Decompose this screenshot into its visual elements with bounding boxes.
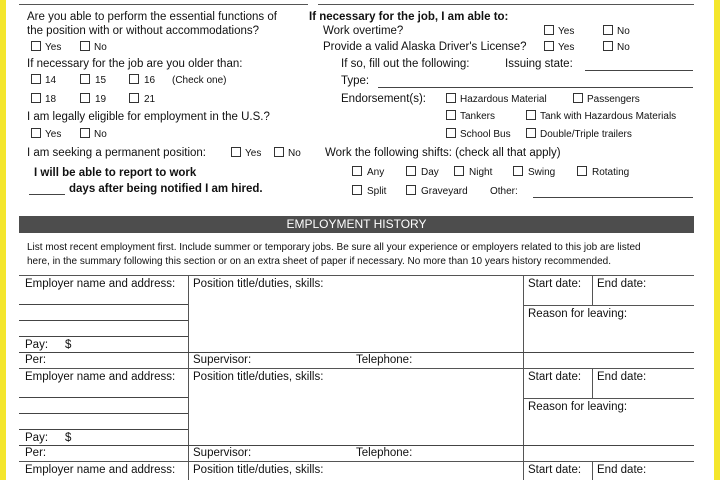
license-type-label: Type: [341, 75, 370, 87]
position-label-1: Position title/duties, skills: [193, 278, 324, 290]
tank-hazardous-checkbox[interactable] [526, 110, 536, 120]
license-no-label: No [617, 42, 630, 53]
top-rule-left [19, 4, 308, 5]
top-rule-right [318, 4, 694, 5]
fill-out-label: If so, fill out the following: [341, 58, 470, 70]
employment-instructions: List most recent employment first. Include summer or temporary jobs. Be sure all your experience or employers related to this job are listed [27, 242, 641, 253]
shift-split-label: Split [367, 186, 387, 197]
age-18-label: 18 [45, 94, 57, 105]
pay-line-2[interactable] [19, 445, 694, 446]
legal-no-label: No [94, 129, 107, 140]
essential-no-label: No [94, 42, 107, 53]
per-label-2: Per: [25, 447, 47, 459]
employment-history-header: EMPLOYMENT HISTORY [19, 216, 694, 233]
start-date-label-1: Start date: [528, 278, 582, 290]
age-14-label: 14 [45, 75, 57, 86]
supervisor-label-2: Supervisor: [193, 447, 252, 459]
overtime-no-label: No [617, 26, 630, 37]
shift-other-label: Other: [490, 186, 518, 197]
employer-label-1: Employer name and address: [25, 278, 176, 290]
pay-label-2: Pay: [25, 432, 49, 444]
end-date-label-3: End date: [597, 464, 647, 476]
shifts-question: Work the following shifts: (check all that apply) [325, 147, 561, 159]
telephone-label-2: Telephone: [356, 447, 413, 459]
age-19-label: 19 [95, 94, 107, 105]
position-label-2: Position title/duties, skills: [193, 371, 324, 383]
employer-line-1a[interactable] [19, 304, 188, 305]
shift-swing-checkbox[interactable] [513, 166, 523, 176]
hazardous-material-checkbox[interactable] [446, 93, 456, 103]
column-divider-1 [188, 275, 189, 480]
date-divider-3 [592, 461, 593, 480]
permanent-no-label: No [288, 148, 301, 159]
age-16-label: 16 [144, 75, 156, 86]
age-16-checkbox[interactable] [129, 74, 139, 84]
position-label-3: Position title/duties, skills: [193, 464, 324, 476]
start-date-label-2: Start date: [528, 371, 582, 383]
age-14-checkbox[interactable] [31, 74, 41, 84]
overtime-yes-checkbox[interactable] [544, 25, 554, 35]
essential-functions-question-cont: the position with or without accommodations? [27, 25, 260, 37]
license-type-field[interactable] [378, 87, 693, 88]
per-label-1: Per: [25, 354, 47, 366]
pay-line-1[interactable] [19, 352, 694, 353]
check-one-note: (Check one) [172, 75, 227, 86]
employment-instructions-cont: here, in the summary following this section or on an extra sheet of paper if necessary. No more than 10 years history recommended. [27, 256, 611, 267]
shift-day-label: Day [421, 167, 439, 178]
hazardous-material-label: Hazardous Material [460, 94, 547, 105]
license-no-checkbox[interactable] [603, 41, 613, 51]
school-bus-label: School Bus [460, 129, 511, 140]
essential-functions-question: Are you able to perform the essential functions of [27, 11, 277, 23]
employer-line-2a[interactable] [19, 397, 188, 398]
license-yes-checkbox[interactable] [544, 41, 554, 51]
shift-other-field[interactable] [533, 197, 693, 198]
report-to-work-text: I will be able to report to work [34, 167, 197, 179]
age-21-label: 21 [144, 94, 156, 105]
end-date-label-2: End date: [597, 371, 647, 383]
employer-label-2: Employer name and address: [25, 371, 176, 383]
license-question: Provide a valid Alaska Driver's License? [323, 41, 527, 53]
overtime-no-checkbox[interactable] [603, 25, 613, 35]
permanent-yes-label: Yes [245, 148, 262, 159]
pay-dollar-2: $ [65, 432, 72, 444]
age-19-checkbox[interactable] [80, 93, 90, 103]
supervisor-label-1: Supervisor: [193, 354, 252, 366]
essential-yes-checkbox[interactable] [31, 41, 41, 51]
shift-graveyard-label: Graveyard [421, 186, 468, 197]
essential-yes-label: Yes [45, 42, 62, 53]
date-row-border-2 [523, 398, 694, 399]
left-border-stripe [0, 0, 6, 480]
employer-line-2c[interactable] [19, 429, 188, 430]
shift-swing-label: Swing [528, 167, 556, 178]
age-question: If necessary for the job are you older than: [27, 58, 243, 70]
passengers-label: Passengers [587, 94, 640, 105]
shift-day-checkbox[interactable] [406, 166, 416, 176]
able-to-heading: If necessary for the job, I am able to: [309, 11, 509, 23]
tankers-checkbox[interactable] [446, 110, 456, 120]
legal-eligibility-question: I am legally eligible for employment in the U.S.? [27, 111, 270, 123]
date-row-border-1 [523, 305, 694, 306]
legal-yes-label: Yes [45, 129, 62, 140]
pay-dollar-1: $ [65, 339, 72, 351]
date-divider-1 [592, 275, 593, 305]
shift-any-checkbox[interactable] [352, 166, 362, 176]
right-border-stripe [714, 0, 720, 480]
school-bus-checkbox[interactable] [446, 128, 456, 138]
permanent-no-checkbox[interactable] [274, 147, 284, 157]
overtime-question: Work overtime? [323, 25, 404, 37]
endorsements-label: Endorsement(s): [341, 93, 427, 105]
shift-night-label: Night [469, 167, 493, 178]
shift-any-label: Any [367, 167, 385, 178]
age-15-checkbox[interactable] [80, 74, 90, 84]
double-triple-label: Double/Triple trailers [540, 129, 632, 140]
pay-label-1: Pay: [25, 339, 49, 351]
age-15-label: 15 [95, 75, 107, 86]
end-date-label-1: End date: [597, 278, 647, 290]
shift-rotating-checkbox[interactable] [577, 166, 587, 176]
issuing-state-label: Issuing state: [505, 58, 573, 70]
shift-graveyard-checkbox[interactable] [406, 185, 416, 195]
employer-line-1c[interactable] [19, 336, 188, 337]
license-yes-label: Yes [558, 42, 575, 53]
shift-night-checkbox[interactable] [454, 166, 464, 176]
double-triple-checkbox[interactable] [526, 128, 536, 138]
telephone-label-1: Telephone: [356, 354, 413, 366]
age-18-checkbox[interactable] [31, 93, 41, 103]
overtime-yes-label: Yes [558, 26, 575, 37]
tankers-label: Tankers [460, 111, 496, 122]
issuing-state-field[interactable] [585, 70, 693, 71]
permanent-yes-checkbox[interactable] [231, 147, 241, 157]
legal-yes-checkbox[interactable] [31, 128, 41, 138]
employer-label-3: Employer name and address: [25, 464, 176, 476]
reason-label-2: Reason for leaving: [528, 401, 628, 413]
report-days-after-text: days after being notified I am hired. [69, 183, 263, 195]
report-days-field[interactable] [29, 194, 65, 195]
date-divider-2 [592, 368, 593, 398]
start-date-label-3: Start date: [528, 464, 582, 476]
employer-line-1b[interactable] [19, 320, 188, 321]
passengers-checkbox[interactable] [573, 93, 583, 103]
shift-split-checkbox[interactable] [352, 185, 362, 195]
tank-hazardous-label: Tank with Hazardous Materials [540, 111, 677, 122]
essential-no-checkbox[interactable] [80, 41, 90, 51]
shift-rotating-label: Rotating [592, 167, 630, 178]
permanent-position-question: I am seeking a permanent position: [27, 147, 206, 159]
reason-label-1: Reason for leaving: [528, 308, 628, 320]
legal-no-checkbox[interactable] [80, 128, 90, 138]
employer-line-2b[interactable] [19, 413, 188, 414]
age-21-checkbox[interactable] [129, 93, 139, 103]
